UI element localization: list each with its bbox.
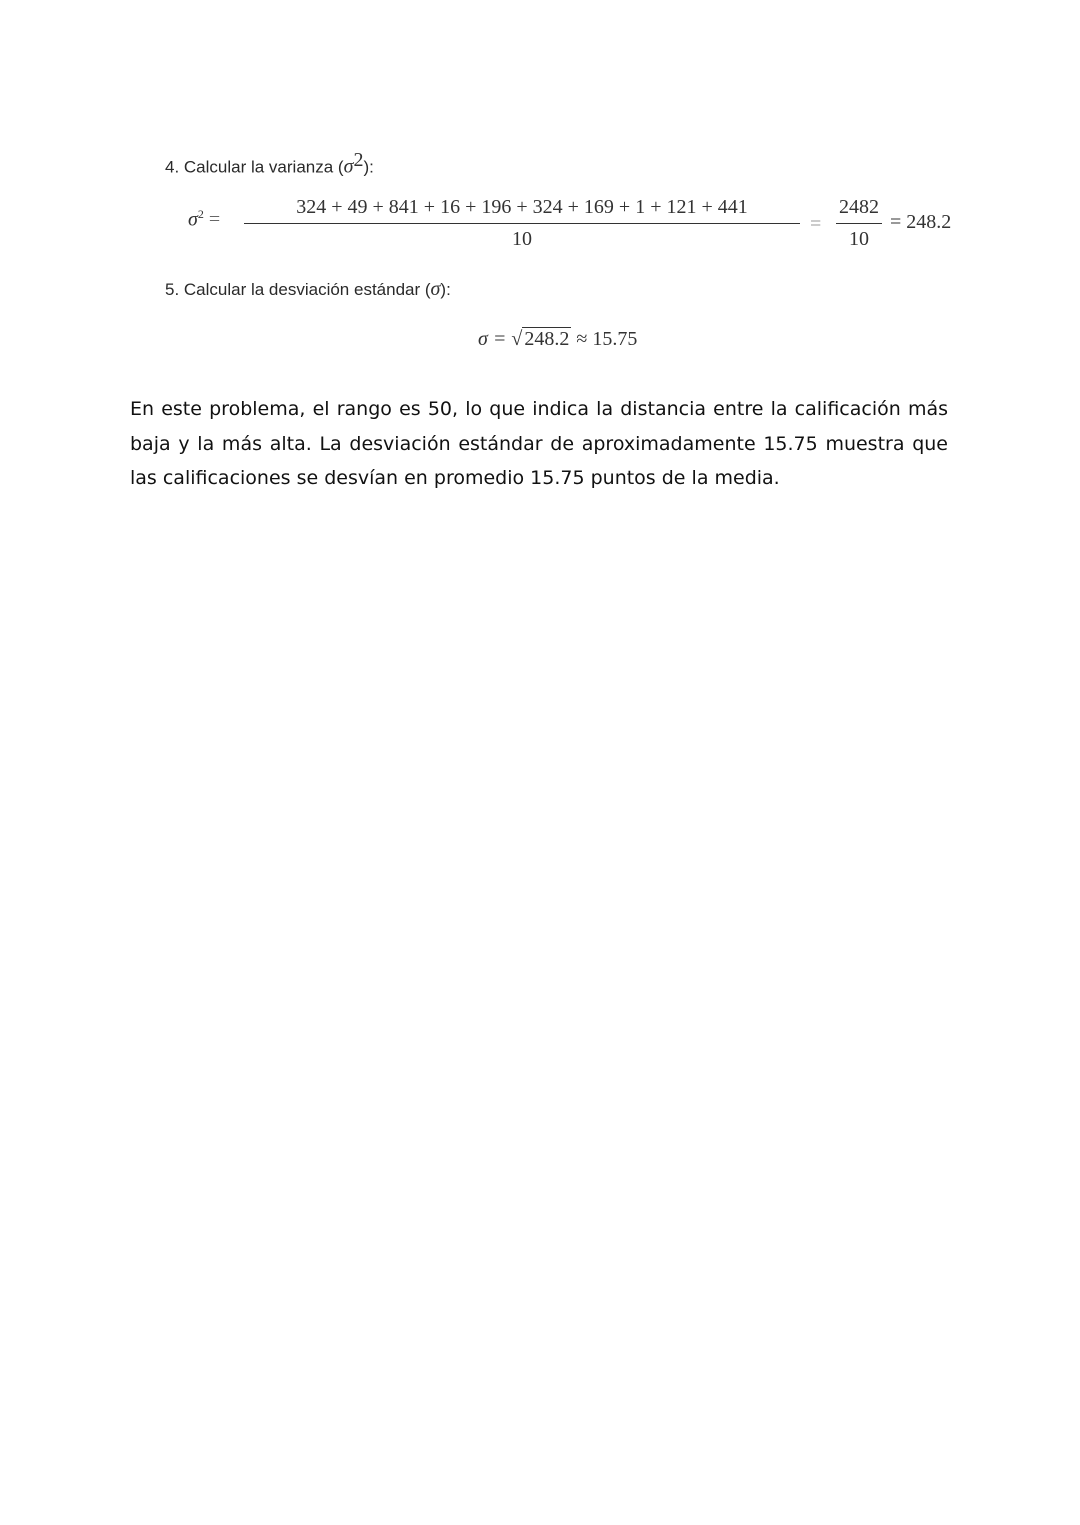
equals-sign: =: [810, 213, 822, 235]
step-4-heading: 4. Calcular la varianza $(\sigma^2)$:: [165, 149, 374, 178]
sum-numerator: 324 + 49 + 841 + 16 + 196 + 324 + 169 + 1 + 121 + 441: [296, 196, 748, 218]
exponent: 2: [353, 149, 364, 171]
sd-lhs: σ =: [478, 328, 507, 350]
step-5-heading: 5. Calcular la desviación estándar (σ):: [165, 278, 451, 300]
sqrt-icon: √: [511, 328, 523, 350]
variance-sum-fraction: [244, 196, 800, 251]
variance-total-fraction: [836, 196, 882, 251]
variance-formula: [188, 193, 988, 255]
radicand: 248.2: [524, 328, 570, 350]
sigma-symbol: σ: [430, 278, 441, 300]
sd-approx: ≈ 15.75: [576, 328, 638, 350]
total-numerator: 2482: [839, 196, 879, 218]
conclusion-paragraph: En este problema, el rango es 50, lo que indica la distancia entre la calificación más baja y la más alta. La desviación estándar de aproximadamente 15.75 muestra que las calificaciones se desvían en promedio 15.75 puntos de la media.: [130, 398, 948, 489]
sigma-symbol: σ: [343, 155, 354, 178]
sum-denominator: 10: [512, 228, 532, 250]
variance-result: = 248.2: [890, 211, 952, 233]
total-denominator: 10: [849, 228, 869, 250]
variance-lhs: $\sigma^2$ =: [188, 207, 221, 231]
std-dev-formula: [478, 328, 738, 358]
